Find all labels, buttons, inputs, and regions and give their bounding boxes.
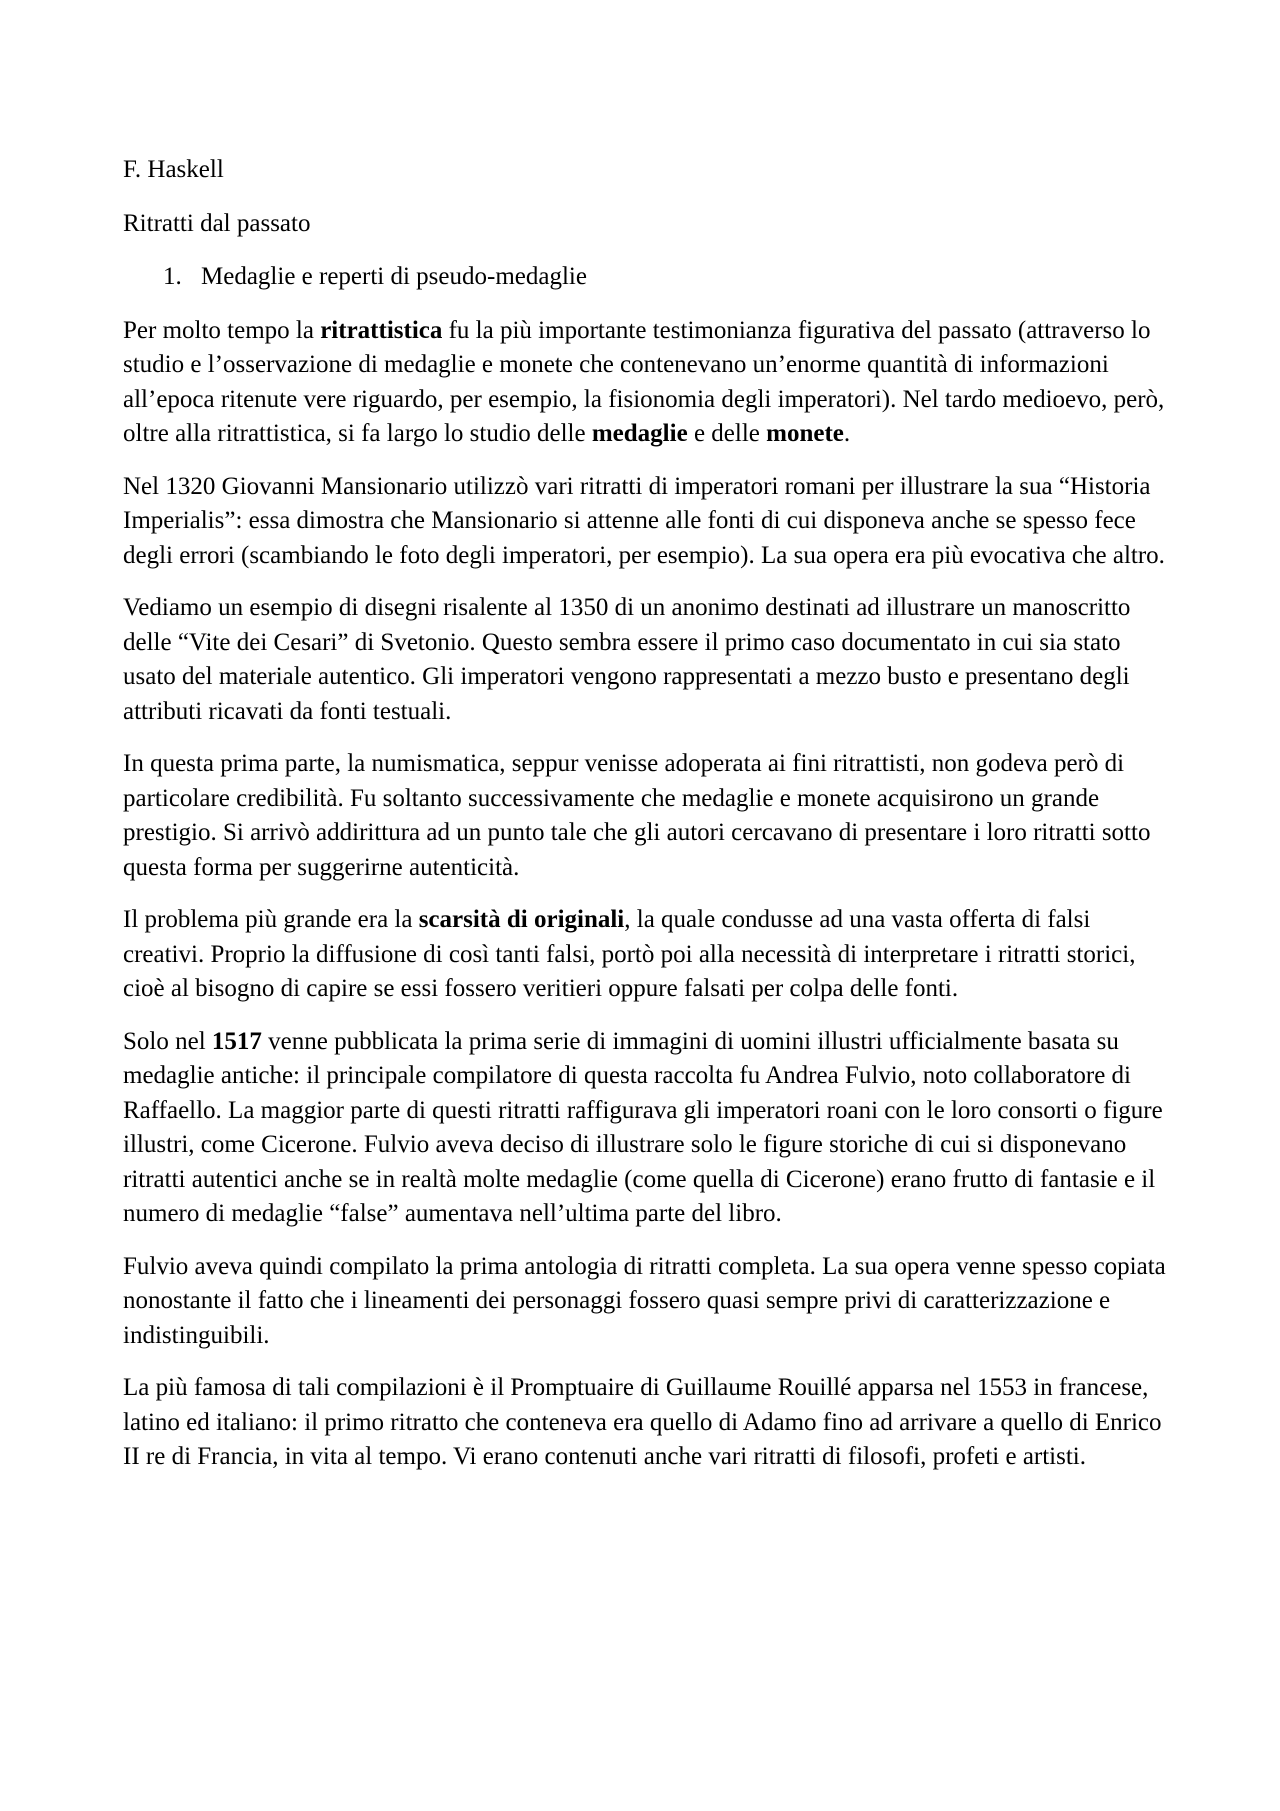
paragraphs-container — [123, 314, 1168, 1475]
bold-term: ritrattistica — [320, 316, 443, 344]
paragraph — [123, 314, 1168, 452]
paragraph — [123, 470, 1168, 574]
paragraph-text: fu la più importante testimonianza figurativa del passato (attraverso lo studio e l’osservazione di medaglie e monete che contenevano un’enorme quantità di informazioni all’epoca ritenute vere riguardo, per esempio, la fisionomia degli imperatori). Nel tardo medioevo, però, oltre alla ritrattistica, si fa largo lo studio delle — [123, 316, 1165, 447]
paragraph-text: Il problema più grande era la — [123, 906, 419, 933]
paragraph-text: , la quale condusse ad una vasta offerta di falsi creativi. Proprio la diffusione di così tanti falsi, portò poi alla necessità di interpretare i ritratti storici, cioè al bisogno di capire se essi fossero veritieri oppure falsati per colpa delle fonti. — [123, 906, 1136, 1002]
paragraph — [123, 903, 1168, 1007]
bold-term: monete — [766, 420, 844, 447]
paragraph-text: La più famosa di tali compilazioni è il Promptuaire di Guillaume Rouillé apparsa nel 1553 in francese, latino ed italiano: il primo ritratto che conteneva era quello di Adamo fino ad arrivare a quello di Enrico II re di Francia, in vita al tempo. Vi erano contenuti anche vari ritratti di filosofi, profeti e artisti. — [123, 1374, 1162, 1470]
author-line: F. Haskell — [123, 156, 224, 183]
document-title: Ritratti dal passato — [123, 209, 311, 237]
paragraph — [123, 1025, 1168, 1232]
document-body — [123, 153, 1168, 1493]
paragraph-text: venne pubblicata la prima serie di immagini di uomini illustri ufficialmente basata su medaglie antiche: il principale compilatore di questa raccolta fu Andrea Fulvio, noto collaboratore di Raffaello. La maggior parte di questi ritratti raffigurava gli imperatori roani con le loro consorti o figure illustri, come Cicerone. Fulvio aveva deciso di illustrare solo le figure storiche di cui si disponevano ritratti autentici anche se in realtà molte medaglie (come quella di Cicerone) erano frutto di fantasie e il numero di medaglie “false” aumentava nell’ultima parte del libro. — [123, 1027, 1163, 1227]
bold-term: medaglie — [591, 420, 688, 447]
bold-term: 1517 — [211, 1027, 262, 1055]
paragraph-text: Per molto tempo la — [123, 316, 321, 344]
paragraph — [123, 591, 1168, 729]
paragraph-text: . — [843, 420, 851, 447]
paragraph — [123, 747, 1168, 885]
section-heading-text: Medaglie e reperti di pseudo-medaglie — [201, 263, 587, 290]
section-number: 1. — [163, 263, 182, 290]
paragraph-text: In questa prima parte, la numismatica, seppur venisse adoperata ai fini ritrattisti, non godeva però di particolare credibilità. Fu soltanto successivamente che medaglie e monete acquisirono un grande prestigio. Si arrivò addirittura ad un punto tale che gli autori cercavano di presentare i loro ritratti sotto questa forma per suggerirne autenticità. — [123, 750, 1151, 881]
paragraph-text: Nel 1320 Giovanni Mansionario utilizzò vari ritratti di imperatori romani per illustrare la sua “Historia Imperialis”: essa dimostra che Mansionario si attenne alle fonti di cui disponeva anche se spesso fece degli errori (scambiando le foto degli imperatori, per esempio). La sua opera era più evocativa che altro. — [123, 472, 1165, 569]
bold-term: scarsità di originali — [418, 906, 625, 933]
paragraph-text: Fulvio aveva quindi compilato la prima antologia di ritratti completa. La sua opera venne spesso copiata nonostante il fatto che i lineamenti dei personaggi fossero quasi sempre privi di caratterizzazione e indistinguibili. — [123, 1252, 1166, 1349]
paragraph — [123, 1371, 1168, 1475]
paragraph — [123, 1250, 1168, 1354]
paragraph-text: Vediamo un esempio di disegni risalente al 1350 di un anonimo destinati ad illustrare un manoscritto delle “Vite dei Cesari” di Svetonio. Questo sembra essere il primo caso documentato in cui sia stato usato del materiale autentico. Gli imperatori vengono rappresentati a mezzo busto e presentano degli attributi ricavati da fonti testuali. — [123, 594, 1131, 725]
paragraph-text: Solo nel — [123, 1027, 212, 1055]
paragraph-text: e delle — [687, 420, 767, 447]
section-heading — [123, 260, 1168, 295]
